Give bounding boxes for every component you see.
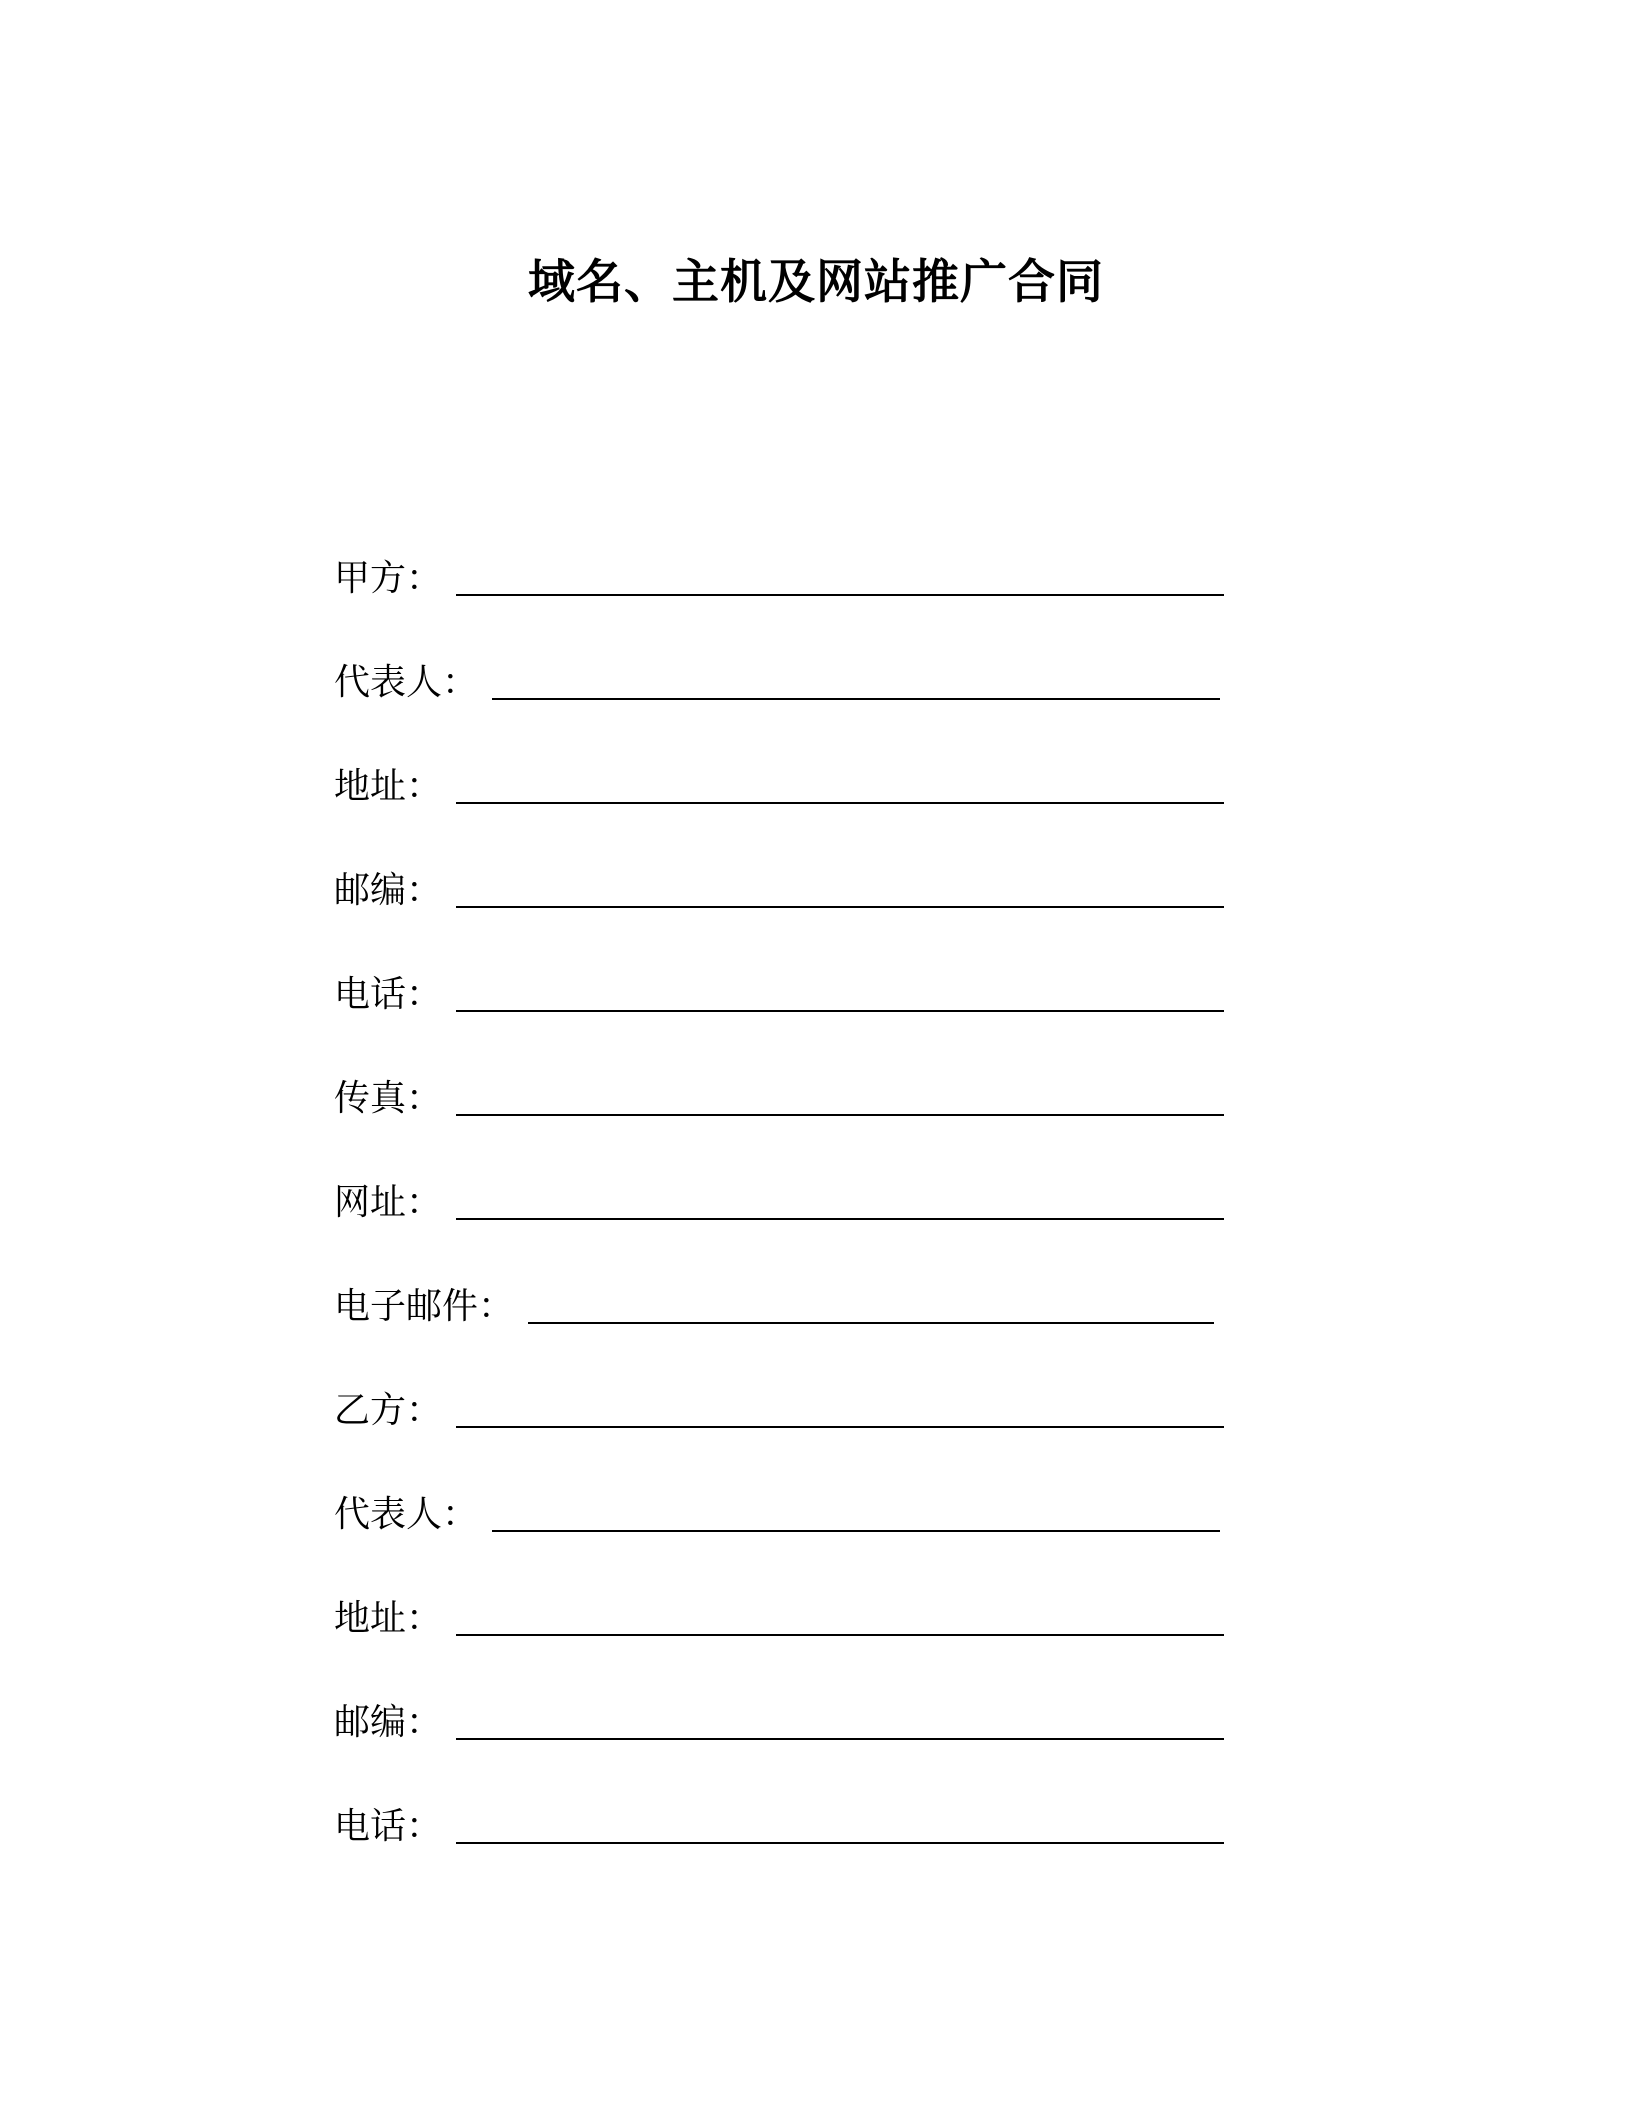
blank-line[interactable] xyxy=(456,1634,1224,1636)
field-row-party-b-phone xyxy=(334,1748,1234,1852)
field-row-party-a-email xyxy=(334,1228,1234,1332)
blank-line[interactable] xyxy=(456,1426,1224,1428)
field-label: 电子邮件： xyxy=(334,1286,515,1327)
field-label: 电话： xyxy=(334,1806,443,1847)
blank-line[interactable] xyxy=(456,802,1224,804)
blank-line[interactable] xyxy=(456,906,1224,908)
blank-line[interactable] xyxy=(456,1114,1224,1116)
party-info-fields xyxy=(334,500,1234,1852)
field-row-party-a-fax xyxy=(334,1020,1234,1124)
blank-line[interactable] xyxy=(456,1218,1224,1220)
field-label: 地址： xyxy=(334,766,443,807)
field-label: 传真： xyxy=(334,1078,443,1119)
blank-line[interactable] xyxy=(456,1842,1224,1844)
field-row-party-a-address xyxy=(334,708,1234,812)
field-label: 邮编： xyxy=(334,870,443,911)
blank-line[interactable] xyxy=(456,1738,1224,1740)
field-row-party-b-postcode xyxy=(334,1644,1234,1748)
field-row-party-a-representative xyxy=(334,604,1234,708)
blank-line[interactable] xyxy=(456,594,1224,596)
field-label: 电话： xyxy=(334,974,443,1015)
field-label: 网址： xyxy=(334,1182,443,1223)
field-label: 甲方： xyxy=(334,558,443,599)
field-row-party-b xyxy=(334,1332,1234,1436)
blank-line[interactable] xyxy=(456,1010,1224,1012)
blank-line[interactable] xyxy=(528,1322,1214,1324)
field-label: 乙方： xyxy=(334,1390,443,1431)
document-title: 域名、主机及网站推广合同 xyxy=(528,255,1104,311)
field-label: 地址： xyxy=(334,1598,443,1639)
field-row-party-a xyxy=(334,500,1234,604)
field-row-party-a-phone xyxy=(334,916,1234,1020)
field-row-party-a-website xyxy=(334,1124,1234,1228)
field-row-party-b-address xyxy=(334,1540,1234,1644)
blank-line[interactable] xyxy=(492,698,1220,700)
field-row-party-b-representative xyxy=(334,1436,1234,1540)
field-label: 代表人： xyxy=(334,1494,479,1535)
field-label: 代表人： xyxy=(334,662,479,703)
field-row-party-a-postcode xyxy=(334,812,1234,916)
field-label: 邮编： xyxy=(334,1702,443,1743)
blank-line[interactable] xyxy=(492,1530,1220,1532)
